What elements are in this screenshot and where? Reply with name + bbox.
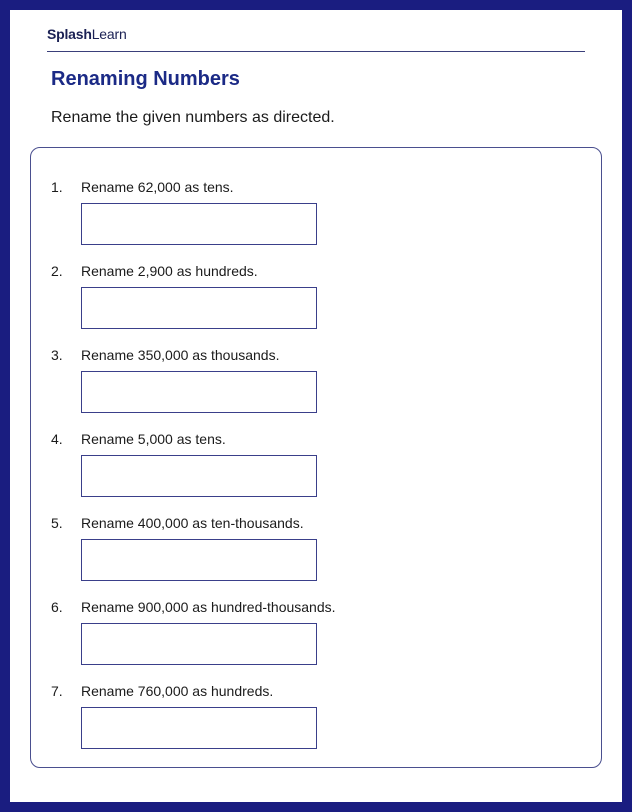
- page-title: Renaming Numbers: [51, 68, 240, 90]
- question-number: 3.: [51, 347, 63, 363]
- answer-box[interactable]: [81, 203, 317, 245]
- answer-box[interactable]: [81, 707, 317, 749]
- question-number: 6.: [51, 599, 63, 615]
- answer-box[interactable]: [81, 287, 317, 329]
- question-text: Rename 62,000 as tens.: [81, 179, 234, 195]
- answer-box[interactable]: [81, 371, 317, 413]
- question-number: 4.: [51, 431, 63, 447]
- worksheet-page: [10, 10, 622, 802]
- answer-box[interactable]: [81, 623, 317, 665]
- question-number: 5.: [51, 515, 63, 531]
- brand-logo-part1: Splash: [47, 26, 92, 42]
- question-number: 1.: [51, 179, 63, 195]
- question-text: Rename 350,000 as thousands.: [81, 347, 280, 363]
- answer-box[interactable]: [81, 455, 317, 497]
- answer-box[interactable]: [81, 539, 317, 581]
- question-number: 7.: [51, 683, 63, 699]
- question-text: Rename 760,000 as hundreds.: [81, 683, 274, 699]
- question-text: Rename 5,000 as tens.: [81, 431, 226, 447]
- header-divider: [47, 51, 585, 52]
- question-number: 2.: [51, 263, 63, 279]
- questions-panel: [30, 147, 602, 768]
- question-text: Rename 900,000 as hundred-thousands.: [81, 599, 336, 615]
- instruction-text: Rename the given numbers as directed.: [51, 109, 335, 126]
- brand-logo: [47, 26, 127, 42]
- question-text: Rename 400,000 as ten-thousands.: [81, 515, 304, 531]
- question-text: Rename 2,900 as hundreds.: [81, 263, 258, 279]
- brand-logo-part2: Learn: [91, 26, 127, 42]
